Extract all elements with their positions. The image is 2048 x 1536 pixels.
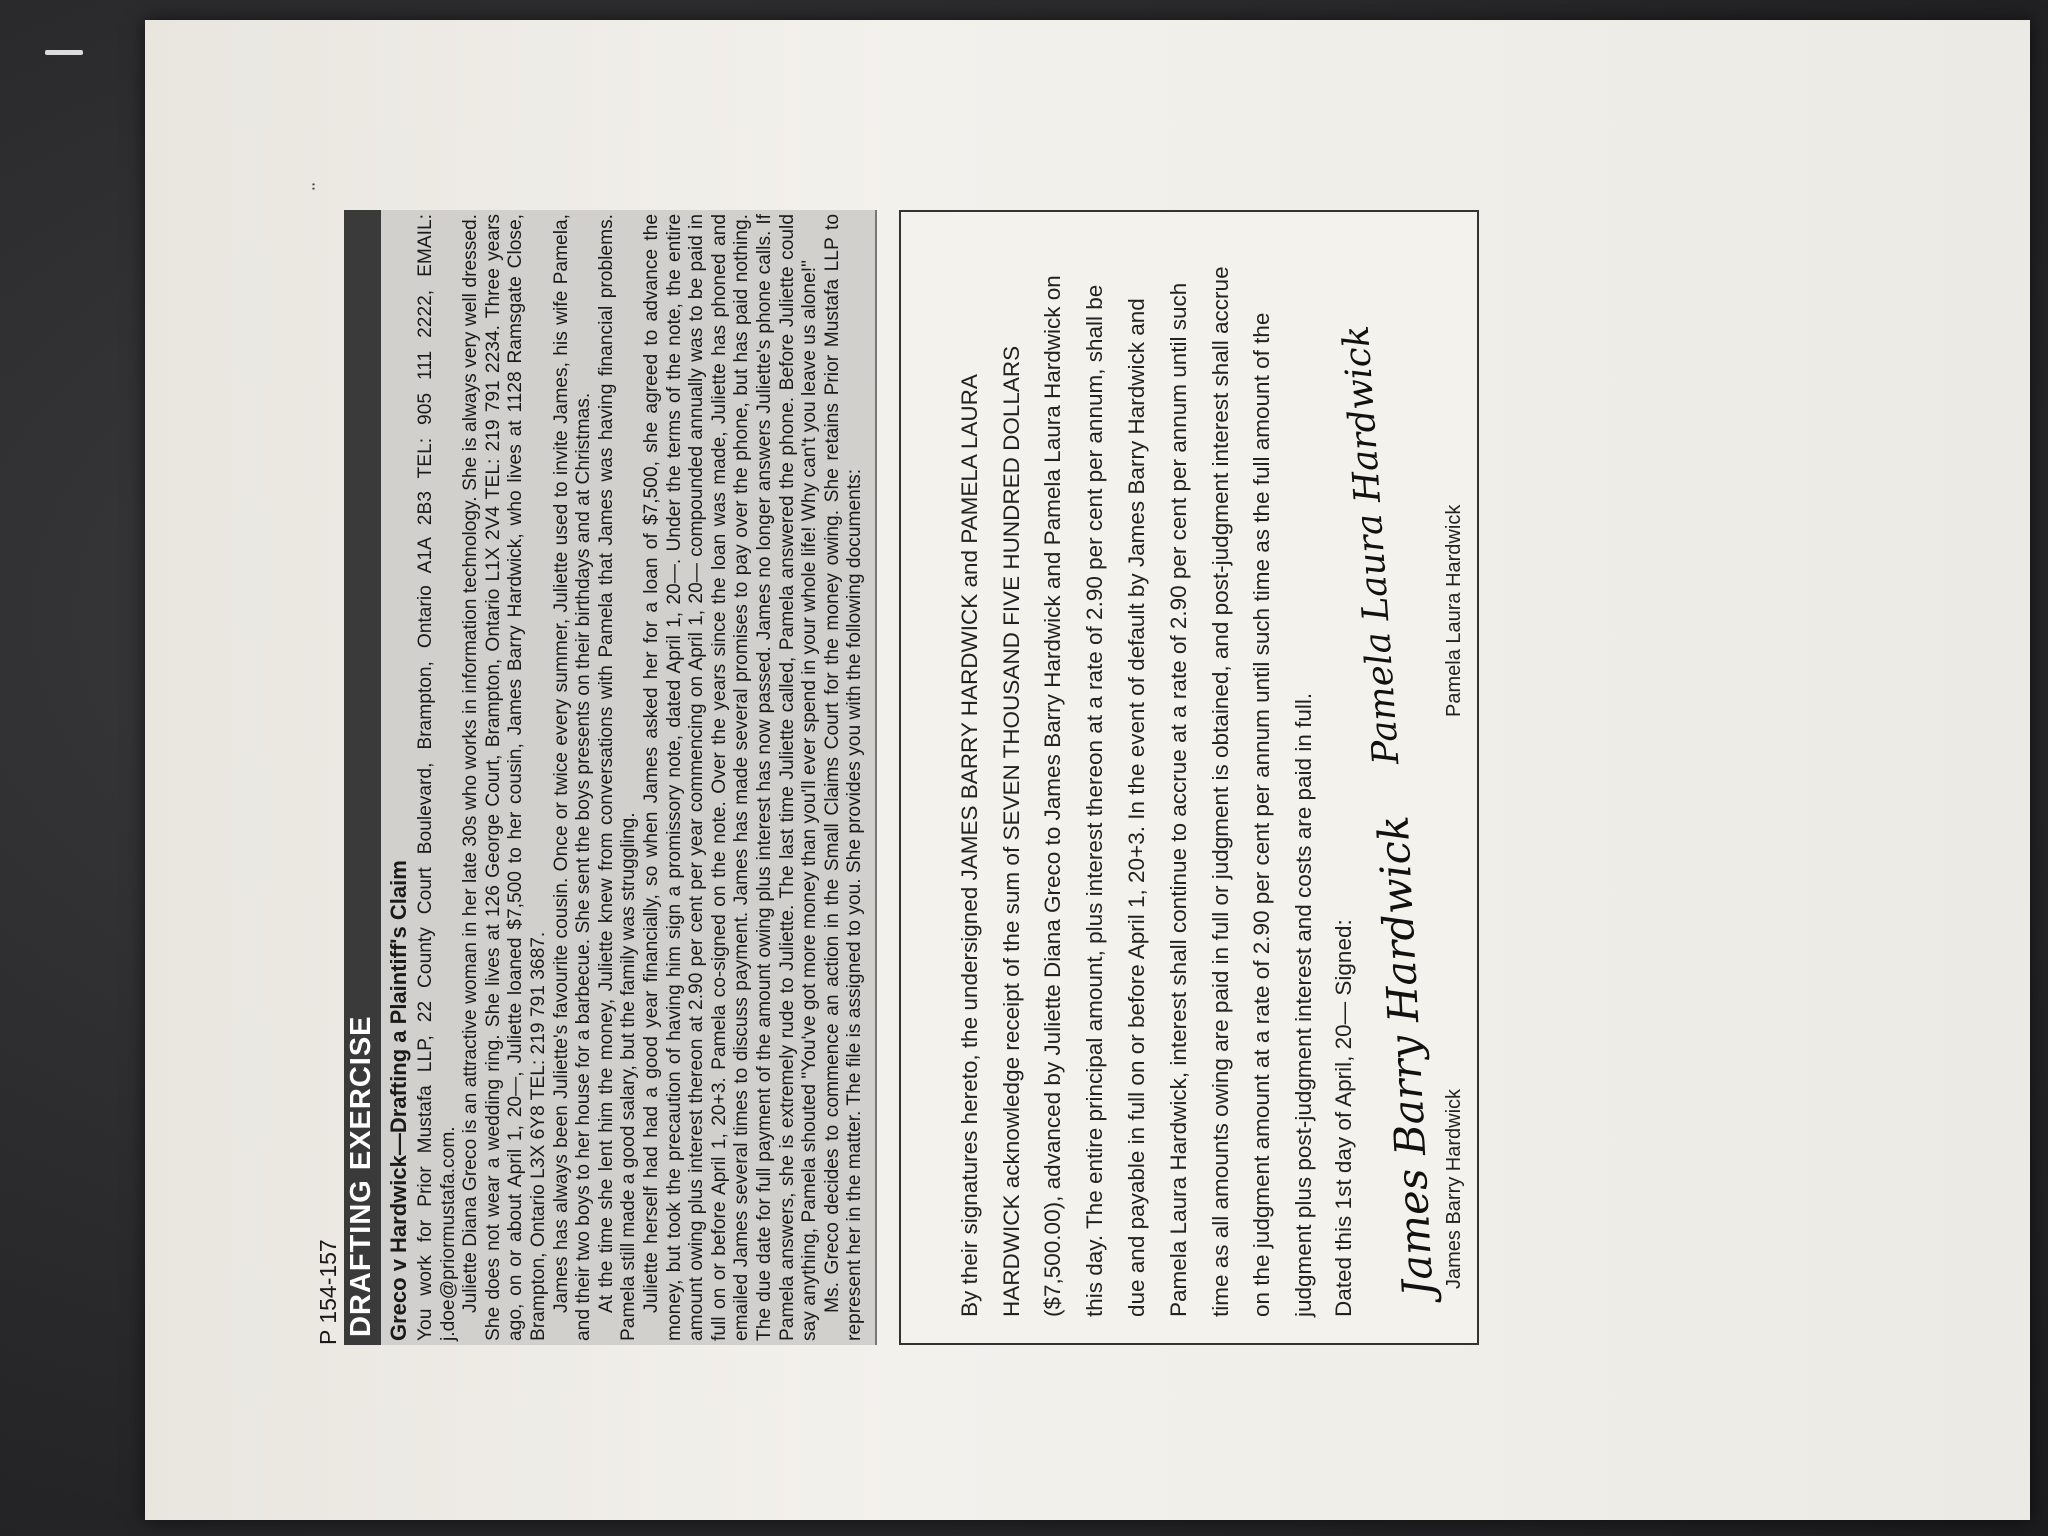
paragraph: Juliette herself had had a good year financially, so when James asked her for a loan of $7,500, she agreed to advance the money, but took the precaution of having him sign a promissory note, dated April 1, 20—. Under the terms of the note, the entire amount owing plus interest thereon at 2.90 per cent per year commencing on April 1, 20— compounded annually was to be paid in full on or before April 1, 20+3. Pamela co-signed on the note. Over the years since the loan was made, Juliette has phoned and emailed James several times to discuss payment. James has made several promises to pay over the phone, but has paid nothing. The due date for full payment of the amount owing plus interest has now passed. James no longer answers Juliette's phone calls. If Pamela answers, she is extremely rude to Juliette. The last time Juliette called, Pamela answered the phone. Before Juliette could say anything, Pamela shouted "You've got more money than you'll ever spend in your whole life! Why can't you leave us alone!": [640, 214, 821, 1341]
exercise-banner: DRAFTING EXERCISE: [344, 210, 381, 1345]
printed-name-pamela: Pamela Laura Hardwick: [1442, 504, 1465, 717]
pen-mark: [45, 50, 83, 55]
page-content: [315, 210, 1479, 1345]
rotated-page: [145, 20, 2030, 1520]
exercise-text-block: [381, 210, 877, 1345]
paragraph: Juliette Diana Greco is an attractive woman in her late 30s who works in information technology. She is always very well dressed. She does not wear a wedding ring. She lives at 126 George Court, Brampton, Ontario L1X 2V4 TEL: 219 791 2234. Three years ago, on or about April 1, 20—, Juliette loaned $7,500 to her cousin, James Barry Hardwick, who lives at 1128 Ramsgate Close, Brampton, Ontario L3X 6Y8 TEL: 219 791 3687.: [460, 214, 549, 1341]
case-title: Greco v Hardwick—Drafting a Plaintiff's Claim: [386, 860, 411, 1341]
page-reference: P 154-157: [315, 1239, 341, 1345]
paragraph: At the time she lent him the money, Juliette knew from conversations with Pamela that James was having financial problems. Pamela still made a good salary, but the family was struggling.: [595, 214, 640, 1341]
printed-name-james: James Barry Hardwick: [1442, 1088, 1465, 1289]
promissory-note-box: [899, 210, 1479, 1345]
signature-pamela: Pamela Laura Hardwick: [1335, 324, 1408, 766]
paragraph: Ms. Greco decides to commence an action in the Small Claims Court for the money owing. She retains Prior Mustafa LLP to represent her in the matter. The file is assigned to you. She provides you with the following documents:: [821, 214, 866, 1341]
edge-marks: ¨: [308, 182, 333, 190]
dated-line: Dated this 1st day of April, 20— Signed:: [1331, 919, 1357, 1317]
paragraph: You work for Prior Mustafa LLP, 22 County Court Boulevard, Brampton, Ontario A1A 2B3 TEL: 905 111 2222, EMAIL: j.doe@priormustafa.com.: [415, 214, 459, 1341]
paragraph: James has always been Juliette's favourite cousin. Once or twice every summer, Juliette used to invite James, his wife Pamela, and their two boys to her house for a barbecue. She sent the boys presents on their birthdays and at Christmas.: [550, 214, 595, 1341]
paper-sheet: [145, 20, 2030, 1520]
promissory-note-text: By their signatures hereto, the undersigned JAMES BARRY HARDWICK and PAMELA LAURA HARDWICK acknowledge receipt of the sum of SEVEN THOUSAND FIVE HUNDRED DOLLARS ($7,500.00), advanced by Juliette Diana Greco to James Barry Hardwick and Pamela Laura Hardwick on this day. The entire principal amount, plus interest thereon at a rate of 2.90 per cent per annum, shall be due and payable in full on or before April 1, 20+3. In the event of default by James Barry Hardwick and Pamela Laura Hardwick, interest shall continue to accrue at a rate of 2.90 per cent per annum until such time as all amounts owing are paid in full or judgment is obtained, and post-judgment interest shall accrue on the judgment amount at a rate of 2.90 per cent per annum until such time as the full amount of the judgment plus post-judgment interest and costs are paid in full.: [956, 266, 1317, 1317]
signature-james: James Barry Hardwick: [1368, 814, 1443, 1298]
